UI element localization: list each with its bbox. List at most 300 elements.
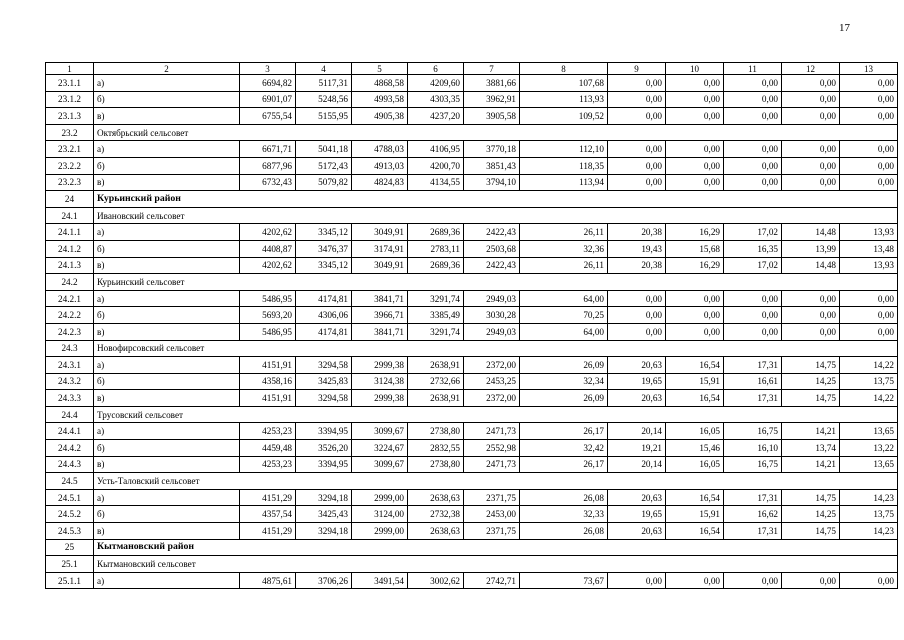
value-cell: 0,00 [724,323,782,340]
value-cell: 3794,10 [464,174,520,191]
row-code: 24.2.3 [46,323,94,340]
section-row [46,124,898,141]
value-cell: 4788,03 [352,141,408,158]
value-cell: 20,38 [608,224,666,241]
value-cell: 5079,82 [296,174,352,191]
section-title: Новофирсовский сельсовет [94,340,898,357]
table-row [46,489,898,506]
value-cell: 17,31 [724,390,782,407]
value-cell: 19,21 [608,440,666,457]
value-cell: 64,00 [520,323,608,340]
column-header: 9 [608,63,666,75]
value-cell: 0,00 [666,323,724,340]
row-label: б) [94,506,240,523]
value-cell: 26,09 [520,390,608,407]
value-cell: 16,10 [724,440,782,457]
value-cell: 5172,43 [296,157,352,174]
value-cell: 16,62 [724,506,782,523]
value-cell: 3905,58 [464,108,520,125]
value-cell: 2638,63 [408,523,464,540]
value-cell: 2999,00 [352,523,408,540]
row-label: б) [94,440,240,457]
value-cell: 0,00 [840,108,898,125]
value-cell: 5486,95 [240,290,296,307]
value-cell: 0,00 [666,141,724,158]
value-cell: 0,00 [840,323,898,340]
table-row [46,141,898,158]
value-cell: 0,00 [608,290,666,307]
row-code: 23.1.2 [46,91,94,108]
value-cell: 3394,95 [296,456,352,473]
row-label: а) [94,224,240,241]
row-label: б) [94,240,240,257]
value-cell: 3881,66 [464,75,520,92]
table-row [46,157,898,174]
row-label: а) [94,290,240,307]
row-code: 23.2.1 [46,141,94,158]
value-cell: 3124,38 [352,373,408,390]
value-cell: 19,65 [608,506,666,523]
value-cell: 3841,71 [352,290,408,307]
column-header: 10 [666,63,724,75]
value-cell: 0,00 [608,157,666,174]
value-cell: 3425,43 [296,506,352,523]
row-label: б) [94,373,240,390]
value-cell: 3491,54 [352,572,408,589]
table-row [46,174,898,191]
row-code: 24.3.1 [46,357,94,374]
value-cell: 13,74 [782,440,840,457]
value-cell: 6877,96 [240,157,296,174]
value-cell: 2999,38 [352,357,408,374]
column-header: 4 [296,63,352,75]
value-cell: 20,63 [608,489,666,506]
column-header: 3 [240,63,296,75]
value-cell: 0,00 [782,290,840,307]
value-cell: 16,54 [666,489,724,506]
value-cell: 4209,60 [408,75,464,92]
value-cell: 4134,55 [408,174,464,191]
value-cell: 14,21 [782,423,840,440]
value-cell: 2471,73 [464,423,520,440]
column-header: 11 [724,63,782,75]
value-cell: 17,02 [724,224,782,241]
section-row [46,207,898,224]
row-label: а) [94,357,240,374]
value-cell: 16,05 [666,456,724,473]
value-cell: 3394,95 [296,423,352,440]
value-cell: 3476,37 [296,240,352,257]
value-cell: 2453,00 [464,506,520,523]
row-code: 24.5.3 [46,523,94,540]
section-title: Курьинский район [94,191,898,208]
value-cell: 32,42 [520,440,608,457]
value-cell: 5248,56 [296,91,352,108]
value-cell: 16,29 [666,257,724,274]
value-cell: 2732,66 [408,373,464,390]
value-cell: 0,00 [782,91,840,108]
row-code: 24.4.1 [46,423,94,440]
value-cell: 0,00 [724,108,782,125]
value-cell: 17,31 [724,489,782,506]
row-label: в) [94,323,240,340]
value-cell: 2832,55 [408,440,464,457]
value-cell: 0,00 [608,572,666,589]
value-cell: 26,08 [520,489,608,506]
value-cell: 3425,83 [296,373,352,390]
value-cell: 118,35 [520,157,608,174]
value-cell: 14,48 [782,257,840,274]
value-cell: 16,35 [724,240,782,257]
value-cell: 0,00 [782,323,840,340]
row-code: 23.1.1 [46,75,94,92]
value-cell: 4174,81 [296,323,352,340]
value-cell: 4868,58 [352,75,408,92]
value-cell: 2503,68 [464,240,520,257]
value-cell: 3851,43 [464,157,520,174]
section-title: Октябрьский сельсовет [94,124,898,141]
value-cell: 4306,06 [296,307,352,324]
value-cell: 0,00 [608,108,666,125]
column-header: 12 [782,63,840,75]
value-cell: 14,75 [782,489,840,506]
value-cell: 3294,18 [296,523,352,540]
value-cell: 2638,63 [408,489,464,506]
value-cell: 4106,95 [408,141,464,158]
value-cell: 32,34 [520,373,608,390]
value-cell: 0,00 [608,91,666,108]
table-row [46,506,898,523]
value-cell: 3291,74 [408,323,464,340]
row-code: 24.2.1 [46,290,94,307]
row-code: 24.4.2 [46,440,94,457]
value-cell: 4151,91 [240,390,296,407]
value-cell: 2949,03 [464,290,520,307]
value-cell: 0,00 [608,307,666,324]
value-cell: 2422,43 [464,257,520,274]
section-row [46,556,898,573]
row-label: а) [94,572,240,589]
row-code: 23.1.3 [46,108,94,125]
column-number-row [46,63,898,75]
value-cell: 19,65 [608,373,666,390]
value-cell: 113,94 [520,174,608,191]
section-row [46,406,898,423]
value-cell: 2999,00 [352,489,408,506]
value-cell: 3345,12 [296,224,352,241]
value-cell: 0,00 [608,141,666,158]
value-cell: 3345,12 [296,257,352,274]
value-cell: 3002,62 [408,572,464,589]
value-cell: 13,75 [840,373,898,390]
value-cell: 15,91 [666,373,724,390]
value-cell: 13,99 [782,240,840,257]
value-cell: 4253,23 [240,423,296,440]
value-cell: 14,25 [782,373,840,390]
value-cell: 0,00 [782,141,840,158]
row-code: 24 [46,191,94,208]
value-cell: 2732,38 [408,506,464,523]
row-code: 24.2 [46,274,94,291]
value-cell: 2689,36 [408,257,464,274]
value-cell: 3291,74 [408,290,464,307]
value-cell: 13,65 [840,456,898,473]
value-cell: 3099,67 [352,423,408,440]
value-cell: 13,93 [840,224,898,241]
value-cell: 20,38 [608,257,666,274]
table-row [46,523,898,540]
value-cell: 109,52 [520,108,608,125]
value-cell: 3770,18 [464,141,520,158]
table-row [46,307,898,324]
table-row [46,108,898,125]
value-cell: 4237,20 [408,108,464,125]
value-cell: 112,10 [520,141,608,158]
value-cell: 2638,91 [408,390,464,407]
data-table [45,62,898,589]
value-cell: 6671,71 [240,141,296,158]
value-cell: 0,00 [666,572,724,589]
value-cell: 26,08 [520,523,608,540]
value-cell: 3706,26 [296,572,352,589]
section-row [46,191,898,208]
table-row [46,572,898,589]
value-cell: 3294,58 [296,357,352,374]
value-cell: 0,00 [608,323,666,340]
value-cell: 0,00 [782,572,840,589]
value-cell: 3294,18 [296,489,352,506]
value-cell: 4200,70 [408,157,464,174]
value-cell: 16,75 [724,456,782,473]
row-code: 23.2.3 [46,174,94,191]
value-cell: 0,00 [724,290,782,307]
row-label: а) [94,75,240,92]
value-cell: 16,29 [666,224,724,241]
row-label: в) [94,523,240,540]
value-cell: 2949,03 [464,323,520,340]
value-cell: 2783,11 [408,240,464,257]
row-code: 25 [46,539,94,556]
table-row [46,224,898,241]
table-body [46,75,898,589]
table-row [46,423,898,440]
value-cell: 0,00 [840,141,898,158]
value-cell: 5041,18 [296,141,352,158]
value-cell: 2638,91 [408,357,464,374]
table-row [46,257,898,274]
value-cell: 0,00 [782,174,840,191]
value-cell: 3841,71 [352,323,408,340]
value-cell: 0,00 [840,572,898,589]
column-header: 8 [520,63,608,75]
value-cell: 16,75 [724,423,782,440]
value-cell: 16,61 [724,373,782,390]
row-label: в) [94,456,240,473]
table-row [46,91,898,108]
row-code: 24.5.1 [46,489,94,506]
section-title: Ивановский сельсовет [94,207,898,224]
row-code: 24.3 [46,340,94,357]
value-cell: 3966,71 [352,307,408,324]
value-cell: 2422,43 [464,224,520,241]
value-cell: 2742,71 [464,572,520,589]
value-cell: 2372,00 [464,357,520,374]
value-cell: 64,00 [520,290,608,307]
value-cell: 3526,20 [296,440,352,457]
value-cell: 6755,54 [240,108,296,125]
value-cell: 13,93 [840,257,898,274]
row-label: в) [94,174,240,191]
value-cell: 4151,29 [240,523,296,540]
value-cell: 0,00 [724,91,782,108]
value-cell: 14,75 [782,390,840,407]
value-cell: 6694,82 [240,75,296,92]
value-cell: 14,75 [782,523,840,540]
table-row [46,456,898,473]
table-row [46,440,898,457]
value-cell: 32,33 [520,506,608,523]
value-cell: 0,00 [840,157,898,174]
value-cell: 0,00 [724,157,782,174]
value-cell: 13,22 [840,440,898,457]
value-cell: 0,00 [782,75,840,92]
value-cell: 15,91 [666,506,724,523]
value-cell: 14,22 [840,390,898,407]
value-cell: 0,00 [840,290,898,307]
value-cell: 4174,81 [296,290,352,307]
section-row [46,274,898,291]
section-row [46,473,898,490]
value-cell: 4357,54 [240,506,296,523]
row-code: 24.1 [46,207,94,224]
value-cell: 3962,91 [464,91,520,108]
row-code: 24.1.1 [46,224,94,241]
column-header: 7 [464,63,520,75]
value-cell: 16,54 [666,523,724,540]
table-row [46,75,898,92]
value-cell: 26,11 [520,224,608,241]
value-cell: 0,00 [782,157,840,174]
value-cell: 15,46 [666,440,724,457]
value-cell: 0,00 [724,307,782,324]
section-title: Кытмановский район [94,539,898,556]
row-label: б) [94,91,240,108]
value-cell: 0,00 [724,572,782,589]
value-cell: 2552,98 [464,440,520,457]
column-header: 5 [352,63,408,75]
value-cell: 20,63 [608,357,666,374]
row-code: 24.5.2 [46,506,94,523]
table-row [46,373,898,390]
row-label: а) [94,423,240,440]
row-code: 23.2.2 [46,157,94,174]
value-cell: 4202,62 [240,257,296,274]
table-row [46,240,898,257]
value-cell: 16,54 [666,357,724,374]
value-cell: 3049,91 [352,257,408,274]
row-code: 24.2.2 [46,307,94,324]
value-cell: 0,00 [782,307,840,324]
value-cell: 17,31 [724,357,782,374]
value-cell: 15,68 [666,240,724,257]
page-number: 17 [839,22,850,34]
table-row [46,323,898,340]
value-cell: 20,63 [608,523,666,540]
value-cell: 4459,48 [240,440,296,457]
value-cell: 2371,75 [464,523,520,540]
value-cell: 17,31 [724,523,782,540]
row-label: в) [94,108,240,125]
value-cell: 14,25 [782,506,840,523]
value-cell: 3030,28 [464,307,520,324]
value-cell: 4253,23 [240,456,296,473]
value-cell: 0,00 [608,174,666,191]
value-cell: 20,14 [608,423,666,440]
row-code: 24.3.3 [46,390,94,407]
value-cell: 14,22 [840,357,898,374]
value-cell: 4408,87 [240,240,296,257]
table-row [46,290,898,307]
value-cell: 14,21 [782,456,840,473]
column-header: 13 [840,63,898,75]
value-cell: 0,00 [724,75,782,92]
value-cell: 32,36 [520,240,608,257]
section-title: Кытмановский сельсовет [94,556,898,573]
value-cell: 16,05 [666,423,724,440]
value-cell: 14,75 [782,357,840,374]
value-cell: 2453,25 [464,373,520,390]
value-cell: 4913,03 [352,157,408,174]
value-cell: 4151,29 [240,489,296,506]
value-cell: 3294,58 [296,390,352,407]
value-cell: 13,75 [840,506,898,523]
value-cell: 0,00 [840,307,898,324]
value-cell: 0,00 [666,174,724,191]
row-code: 25.1 [46,556,94,573]
row-code: 24.5 [46,473,94,490]
row-code: 23.2 [46,124,94,141]
value-cell: 13,48 [840,240,898,257]
value-cell: 0,00 [666,290,724,307]
value-cell: 0,00 [840,91,898,108]
value-cell: 2738,80 [408,456,464,473]
row-code: 24.1.2 [46,240,94,257]
value-cell: 6732,43 [240,174,296,191]
value-cell: 0,00 [724,141,782,158]
value-cell: 0,00 [840,75,898,92]
row-label: в) [94,390,240,407]
value-cell: 0,00 [666,75,724,92]
value-cell: 4824,83 [352,174,408,191]
value-cell: 0,00 [666,157,724,174]
value-cell: 13,65 [840,423,898,440]
value-cell: 2999,38 [352,390,408,407]
section-title: Трусовский сельсовет [94,406,898,423]
value-cell: 6901,07 [240,91,296,108]
value-cell: 3099,67 [352,456,408,473]
value-cell: 4202,62 [240,224,296,241]
value-cell: 3385,49 [408,307,464,324]
value-cell: 26,17 [520,456,608,473]
value-cell: 5486,95 [240,323,296,340]
value-cell: 113,93 [520,91,608,108]
row-label: б) [94,307,240,324]
value-cell: 3174,91 [352,240,408,257]
value-cell: 5155,95 [296,108,352,125]
value-cell: 4303,35 [408,91,464,108]
value-cell: 26,17 [520,423,608,440]
value-cell: 0,00 [782,108,840,125]
